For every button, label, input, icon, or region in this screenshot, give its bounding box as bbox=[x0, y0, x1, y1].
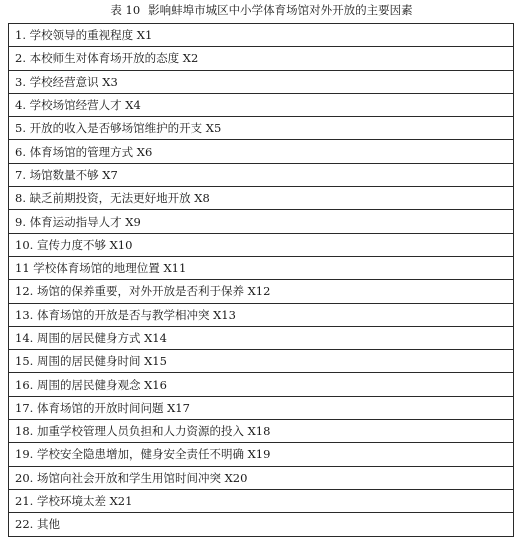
table-row bbox=[9, 163, 514, 186]
factor-cell: 15. 周围的居民健身时间 X15 bbox=[9, 350, 514, 373]
factor-cell: 3. 学校经营意识 X3 bbox=[9, 70, 514, 93]
table-row bbox=[9, 513, 514, 536]
table-row bbox=[9, 466, 514, 489]
table-row bbox=[9, 396, 514, 419]
factor-cell: 20. 场馆向社会开放和学生用馆时间冲突 X20 bbox=[9, 466, 514, 489]
factor-cell: 5. 开放的收入是否够场馆维护的开支 X5 bbox=[9, 117, 514, 140]
factor-cell: 6. 体育场馆的管理方式 X6 bbox=[9, 140, 514, 163]
table-row bbox=[9, 256, 514, 279]
table-row bbox=[9, 47, 514, 70]
factor-cell: 16. 周围的居民健身观念 X16 bbox=[9, 373, 514, 396]
table-row bbox=[9, 70, 514, 93]
factor-cell: 9. 体育运动指导人才 X9 bbox=[9, 210, 514, 233]
factor-cell: 19. 学校安全隐患增加，健身安全责任不明确 X19 bbox=[9, 443, 514, 466]
table-row bbox=[9, 280, 514, 303]
factor-cell: 17. 体育场馆的开放时间问题 X17 bbox=[9, 396, 514, 419]
factor-cell: 12. 场馆的保养重要，对外开放是否利于保养 X12 bbox=[9, 280, 514, 303]
table-row bbox=[9, 93, 514, 116]
factor-cell: 21. 学校环境太差 X21 bbox=[9, 489, 514, 512]
table-row bbox=[9, 210, 514, 233]
factor-cell: 22. 其他 bbox=[9, 513, 514, 536]
factor-cell: 7. 场馆数量不够 X7 bbox=[9, 163, 514, 186]
factor-cell: 2. 本校师生对体育场开放的态度 X2 bbox=[9, 47, 514, 70]
table-title: 影响蚌埠市城区中小学体育场馆对外开放的主要因素 bbox=[148, 3, 413, 17]
factor-cell: 14. 周围的居民健身方式 X14 bbox=[9, 326, 514, 349]
table-row bbox=[9, 303, 514, 326]
factors-table-body bbox=[9, 24, 514, 537]
table-row bbox=[9, 350, 514, 373]
factor-cell: 13. 体育场馆的开放是否与教学相冲突 X13 bbox=[9, 303, 514, 326]
table-row bbox=[9, 373, 514, 396]
factor-cell: 11 学校体育场馆的地理位置 X11 bbox=[9, 256, 514, 279]
factor-cell: 10. 宣传力度不够 X10 bbox=[9, 233, 514, 256]
table-row bbox=[9, 326, 514, 349]
table-number: 表 10 bbox=[110, 3, 141, 17]
table-row bbox=[9, 187, 514, 210]
factor-cell: 1. 学校领导的重视程度 X1 bbox=[9, 24, 514, 47]
table-row bbox=[9, 489, 514, 512]
table-row bbox=[9, 443, 514, 466]
factor-cell: 18. 加重学校管理人员负担和人力资源的投入 X18 bbox=[9, 420, 514, 443]
table-row bbox=[9, 233, 514, 256]
factor-cell: 4. 学校场馆经营人才 X4 bbox=[9, 93, 514, 116]
factors-table bbox=[8, 23, 514, 537]
table-row bbox=[9, 117, 514, 140]
factor-cell: 8. 缺乏前期投资，无法更好地开放 X8 bbox=[9, 187, 514, 210]
table-row bbox=[9, 140, 514, 163]
table-caption bbox=[0, 3, 523, 17]
table-row bbox=[9, 420, 514, 443]
table-row bbox=[9, 24, 514, 47]
